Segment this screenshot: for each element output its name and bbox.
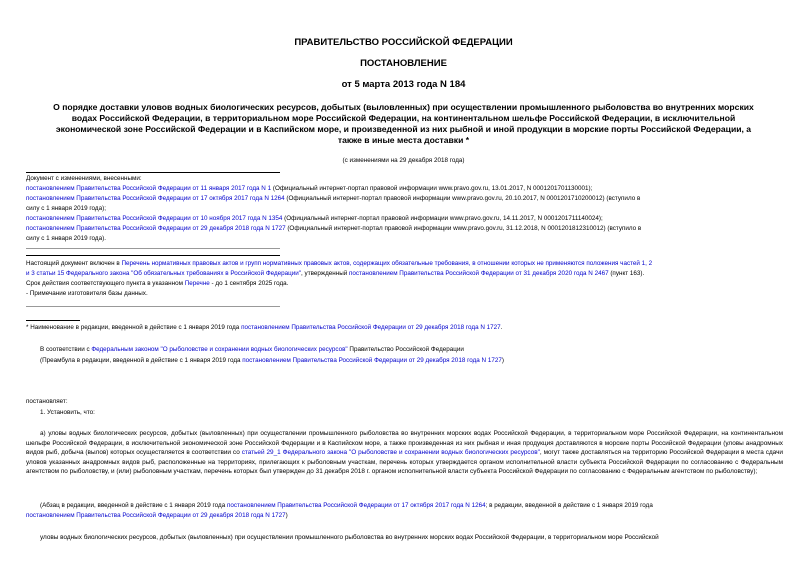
changes-note: (с изменениями на 29 декабря 2018 года) bbox=[342, 157, 465, 164]
producer-note: - Примечание изготовителя базы данных. bbox=[26, 290, 148, 297]
document-date-number: от 5 марта 2013 года N 184 bbox=[341, 79, 466, 90]
perechen-link[interactable]: Перечень нормативных правовых актов и групп нормативных правовых актов, содержащих обязательные требования, в отношении которых не применяются положения частей 1, 2 bbox=[121, 260, 653, 267]
footnote-text: * Наименование в редакции, введенной в действие с 1 января 2019 года bbox=[26, 324, 242, 331]
inclusion-text: (пункт 163). bbox=[608, 270, 645, 277]
amendments-intro: Документ с изменениями, внесенными: bbox=[26, 175, 142, 182]
top-divider bbox=[26, 172, 280, 173]
preamble-note-text: ) bbox=[501, 357, 504, 364]
amendment-details: (Официальный интернет-портал правовой информации www.pravo.gov.ru, 14.11.2017, N 0001201711140024); bbox=[282, 215, 603, 222]
note-link-1727[interactable]: постановлением Правительства Российской Федерации от 29 декабря 2018 года N 1727 bbox=[26, 512, 286, 519]
amendment-details: (Официальный интернет-портал правовой информации www.pravo.gov.ru, 31.12.2018, N 0001201812310012) (вступило в bbox=[285, 225, 642, 232]
amendment-item bbox=[26, 184, 592, 194]
article-29-1-link[interactable]: статьей 29_1 Федерального закона "О рыболовстве и сохранении водных биологических ресурсов" bbox=[241, 449, 540, 457]
inclusion-note-line bbox=[26, 269, 644, 279]
inclusion-text: Срок действия соответствующего пункта в указанном bbox=[26, 280, 185, 287]
federal-law-fisheries-link[interactable]: Федеральным законом "О рыболовстве и сохранении водных биологических ресурсов" bbox=[91, 346, 348, 353]
amendment-details: (Официальный интернет-портал правовой информации www.pravo.gov.ru, 13.01.2017, N 0001201701130001); bbox=[271, 185, 593, 192]
title-line: водах Российской Федерации, в территориальном море Российской Федерации, на континентальном шельфе Российской Федерации, в исключительной bbox=[71, 113, 736, 123]
title-line: экономической зоне Российской Федерации и в Каспийском море, и произведенной из них рыбной и иной продукции в морские порты Российской Федерации, а bbox=[55, 124, 752, 134]
note-text: ) bbox=[285, 512, 288, 519]
divider bbox=[26, 255, 280, 256]
amendment-link[interactable]: постановлением Правительства Российской Федерации от 17 октября 2017 года N 1264 bbox=[26, 195, 285, 202]
paragraph-a-note bbox=[40, 501, 653, 511]
government-name: ПРАВИТЕЛЬСТВО РОССИЙСКОЙ ФЕДЕРАЦИИ bbox=[294, 37, 513, 48]
amendment-item-continuation: силу с 1 января 2019 года); bbox=[26, 205, 106, 212]
divider bbox=[26, 248, 280, 249]
amendment-link[interactable]: постановлением Правительства Российской Федерации от 11 января 2017 года N 1 bbox=[26, 185, 272, 192]
title-line: также в иные места доставки * bbox=[337, 135, 470, 145]
item-1-heading: 1. Установить, что: bbox=[40, 409, 95, 416]
preamble-note-link[interactable]: постановлением Правительства Российской Федерации от 29 декабря 2018 года N 1727 bbox=[242, 357, 502, 364]
perechen-short-link[interactable]: Перечне bbox=[184, 280, 210, 287]
note-link-1264[interactable]: постановлением Правительства Российской Федерации от 17 октября 2017 года N 1264 bbox=[226, 502, 486, 509]
resolution-link[interactable]: постановлением Правительства Российской Федерации от 31 декабря 2020 года N 2467 bbox=[349, 270, 609, 277]
inclusion-text: , утвержденный bbox=[301, 270, 349, 277]
preamble-text: В соответствии с bbox=[40, 346, 92, 353]
inclusion-text: - до 1 сентября 2025 года. bbox=[209, 280, 289, 287]
note-text: (Абзац в редакции, введенной в действие с 1 января 2019 года bbox=[40, 502, 227, 509]
footnote-divider bbox=[26, 320, 80, 321]
preamble-text: Правительство Российской Федерации bbox=[347, 346, 464, 353]
paragraph-a-text: а) уловы водных биологических ресурсов, добытых (выловленных) при осуществлении промышленного рыболовства во внутренних морских водах Российской Федерации, в территориальном море Российской Федерации, на континентальном шельфе Российской Федерации, в исключительной экономической зоне Российской Федерации и в Каспийском море, а также произведенная из них рыбная и иная продукция доставляются в морские порты Российской Федерации (уловы анадромных видов рыб, добыча (вылов) которых осуществляется в соответствии со bbox=[26, 430, 783, 457]
inclusion-note-line bbox=[26, 259, 652, 269]
preamble-note-text: (Преамбула в редакции, введенной в действие с 1 января 2019 года bbox=[40, 357, 243, 364]
note-text: ; в редакции, введенной в действие с 1 января 2019 года bbox=[485, 502, 653, 509]
amendment-link[interactable]: постановлением Правительства Российской Федерации от 10 ноября 2017 года N 1354 bbox=[26, 215, 283, 222]
document-title bbox=[40, 102, 767, 146]
preamble-note bbox=[40, 356, 504, 366]
footnote-link[interactable]: постановлением Правительства Российской Федерации от 29 декабря 2018 года N 1727 bbox=[241, 324, 501, 331]
federal-law-link[interactable]: и 3 статьи 15 Федерального закона "Об обязательных требованиях в Российской Федерации" bbox=[26, 270, 302, 277]
amendment-item bbox=[26, 194, 640, 204]
document-type: ПОСТАНОВЛЕНИЕ bbox=[360, 58, 447, 69]
amendment-link[interactable]: постановлением Правительства Российской Федерации от 29 декабря 2018 года N 1727 bbox=[26, 225, 286, 232]
inclusion-text: Настоящий документ включен в bbox=[26, 260, 122, 267]
divider bbox=[26, 306, 280, 307]
paragraph-b: уловы водных биологических ресурсов, добытых (выловленных) при осуществлении промышленного рыболовства во внутренних морских водах Российской Федерации, в территориальном море Российской bbox=[40, 534, 659, 541]
paragraph-a-note-continuation bbox=[26, 511, 288, 521]
preamble bbox=[40, 345, 464, 355]
amendment-item bbox=[26, 214, 603, 224]
amendment-item bbox=[26, 224, 641, 234]
amendment-details: (Официальный интернет-портал правовой информации www.pravo.gov.ru, 20.10.2017, N 0001201710200012) (вступило в bbox=[284, 195, 641, 202]
paragraph-a-text: , могут также доставляться на территорию Российской Федерации в места сдачи уловов указанных анадромных видов рыб, расположенные на территориях, прилегающих к рыболовным участкам, перечень которых утверждается органом исполнительной власти субъекта Российской Федерации по согласованию с Федеральным агентством по рыболовству, и (или) рыболовным участкам, перечень которых был утвержден до 31 декабря 2018 г. органом исполнительной власти субъекта Российской Федерации по согласованию с Федеральным агентством по рыболовству); bbox=[26, 449, 783, 476]
amendment-item-continuation: силу с 1 января 2019 года). bbox=[26, 235, 106, 242]
resolves-label: постановляет: bbox=[26, 398, 68, 405]
footnote bbox=[26, 323, 502, 333]
footnote-text: . bbox=[500, 324, 503, 331]
inclusion-note-line bbox=[26, 279, 288, 289]
paragraph-a bbox=[26, 429, 783, 477]
title-line: О порядке доставки уловов водных биологических ресурсов, добытых (выловленных) при осуществлении промышленного рыболовства во внутренних морских bbox=[53, 102, 754, 112]
